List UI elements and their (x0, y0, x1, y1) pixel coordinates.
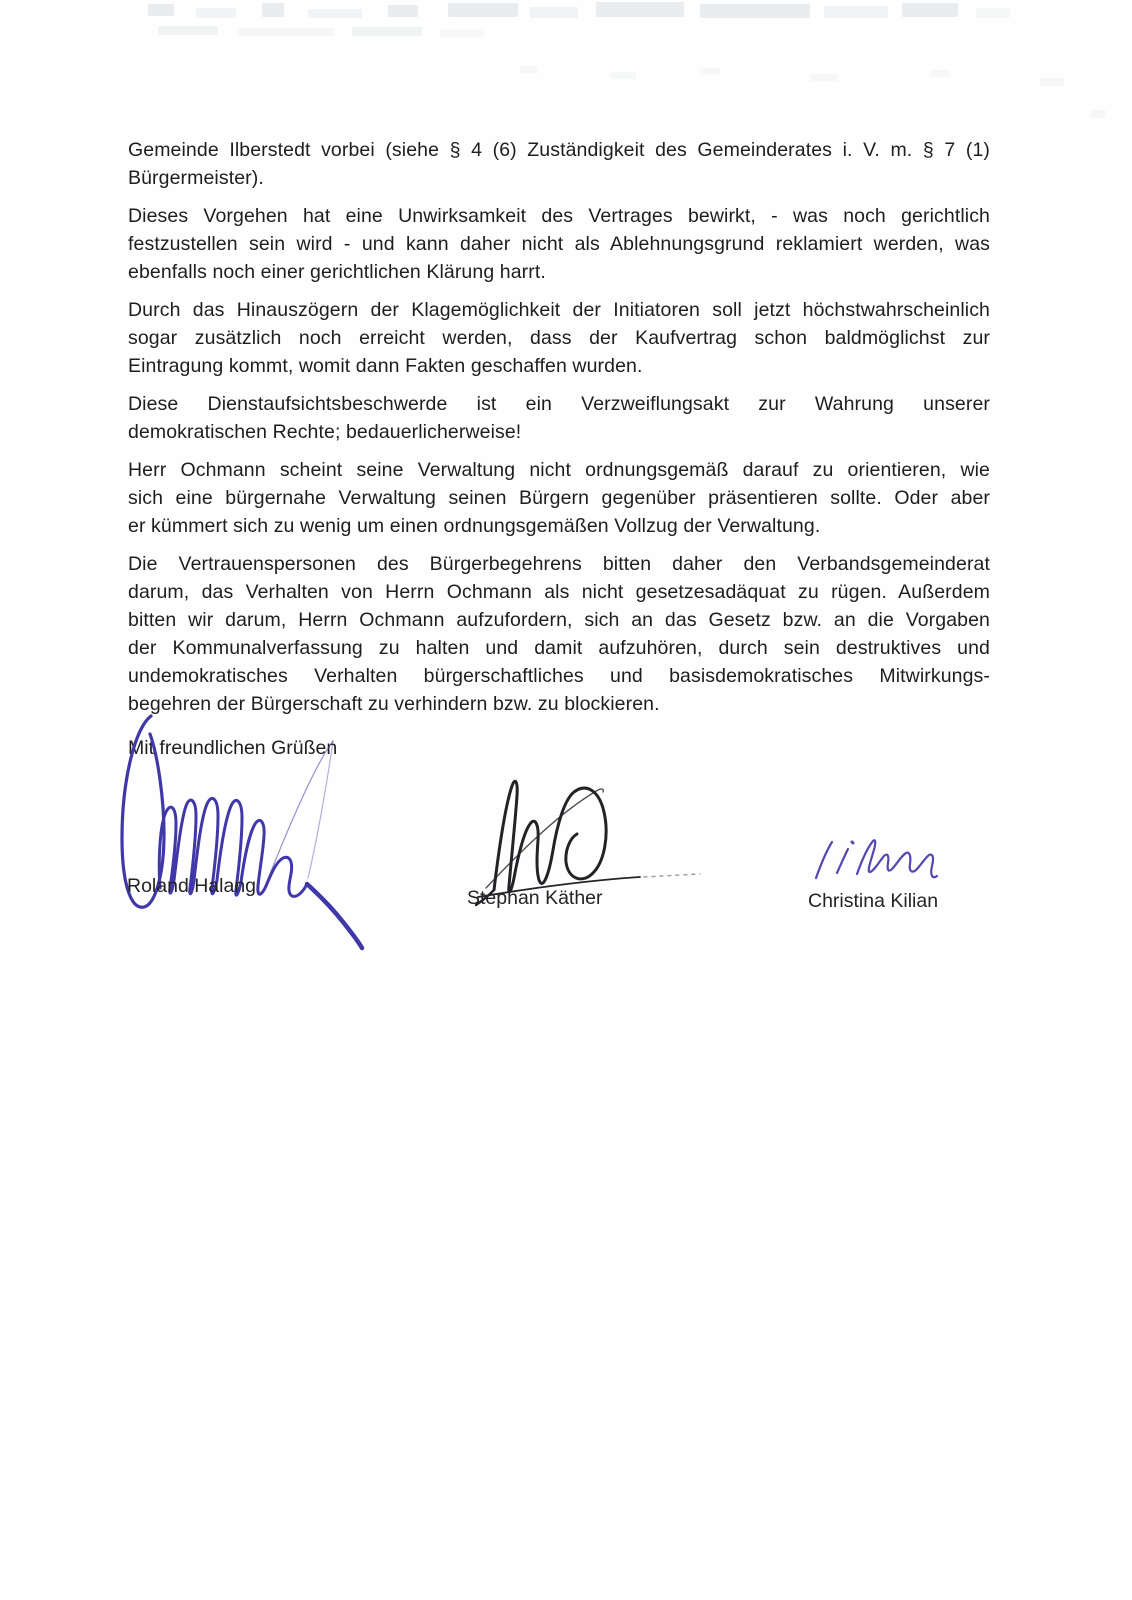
text-line: Eintragung kommt, womit dann Fakten geschaffen wurden. (128, 355, 643, 377)
signatory-name-christina-kilian: Christina Kilian (808, 890, 939, 912)
text-line: sogar zusätzlich noch erreicht werden, dass der Kaufvertrag schon baldmöglichst zur (128, 327, 990, 349)
signatory-name-stephan-kaether: Stephan Käther (467, 887, 603, 909)
signatory-name-roland-halang: Roland Halang (127, 875, 257, 897)
paragraph (128, 296, 990, 380)
text-line: Herr Ochmann scheint seine Verwaltung nicht ordnungsgemäß darauf zu orientieren, wie (128, 459, 990, 481)
signature-christina-kilian (816, 840, 937, 878)
text-line: festzustellen sein wird - und kann daher nicht als Ablehnungsgrund reklamiert werden, was (128, 233, 990, 255)
text-line: Die Vertrauenspersonen des Bürgerbegehrens bitten daher den Verbandsgemeinderat (128, 553, 990, 575)
paragraph (128, 550, 990, 718)
text-line: er kümmert sich zu wenig um einen ordnungsgemäßen Vollzug der Verwaltung. (128, 515, 821, 537)
text-line: sich eine bürgernahe Verwaltung seinen Bürgern gegenüber präsentieren sollte. Oder aber (128, 487, 990, 509)
letter-body (128, 136, 990, 718)
text-line: Bürgermeister). (128, 167, 264, 189)
closing-phrase: Mit freundlichen Grüßen (128, 737, 338, 759)
text-line: darum, das Verhalten von Herrn Ochmann als nicht gesetzesadäquat zu rügen. Außerdem (128, 581, 990, 603)
text-line: Dieses Vorgehen hat eine Unwirksamkeit des Vertrages bewirkt, - was noch gerichtlich (128, 205, 990, 227)
text-line: Durch das Hinauszögern der Klagemöglichkeit der Initiatoren soll jetzt höchstwahrscheinlich (128, 299, 990, 321)
text-line: Diese Dienstaufsichtsbeschwerde ist ein Verzweiflungsakt zur Wahrung unserer (128, 393, 990, 415)
text-line: Gemeinde Ilberstedt vorbei (siehe § 4 (6) Zuständigkeit des Gemeinderates i. V. m. § 7 (1) (128, 139, 990, 161)
text-line: der Kommunalverfassung zu halten und damit aufzuhören, durch sein destruktives und (128, 637, 990, 659)
paragraph (128, 202, 990, 286)
paragraph (128, 136, 990, 192)
text-line: demokratischen Rechte; bedauerlicherweise! (128, 421, 522, 443)
text-line: begehren der Bürgerschaft zu verhindern bzw. zu blockieren. (128, 693, 660, 715)
text-line: ebenfalls noch einer gerichtlichen Klärung harrt. (128, 261, 546, 283)
text-line: bitten wir darum, Herrn Ochmann aufzufordern, sich an das Gesetz bzw. an die Vorgaben (128, 609, 990, 631)
paragraph (128, 456, 990, 540)
paragraph (128, 390, 990, 446)
text-line: undemokratisches Verhalten bürgerschaftliches und basisdemokratisches Mitwirkungs- (128, 665, 990, 687)
letter-content (128, 136, 990, 762)
